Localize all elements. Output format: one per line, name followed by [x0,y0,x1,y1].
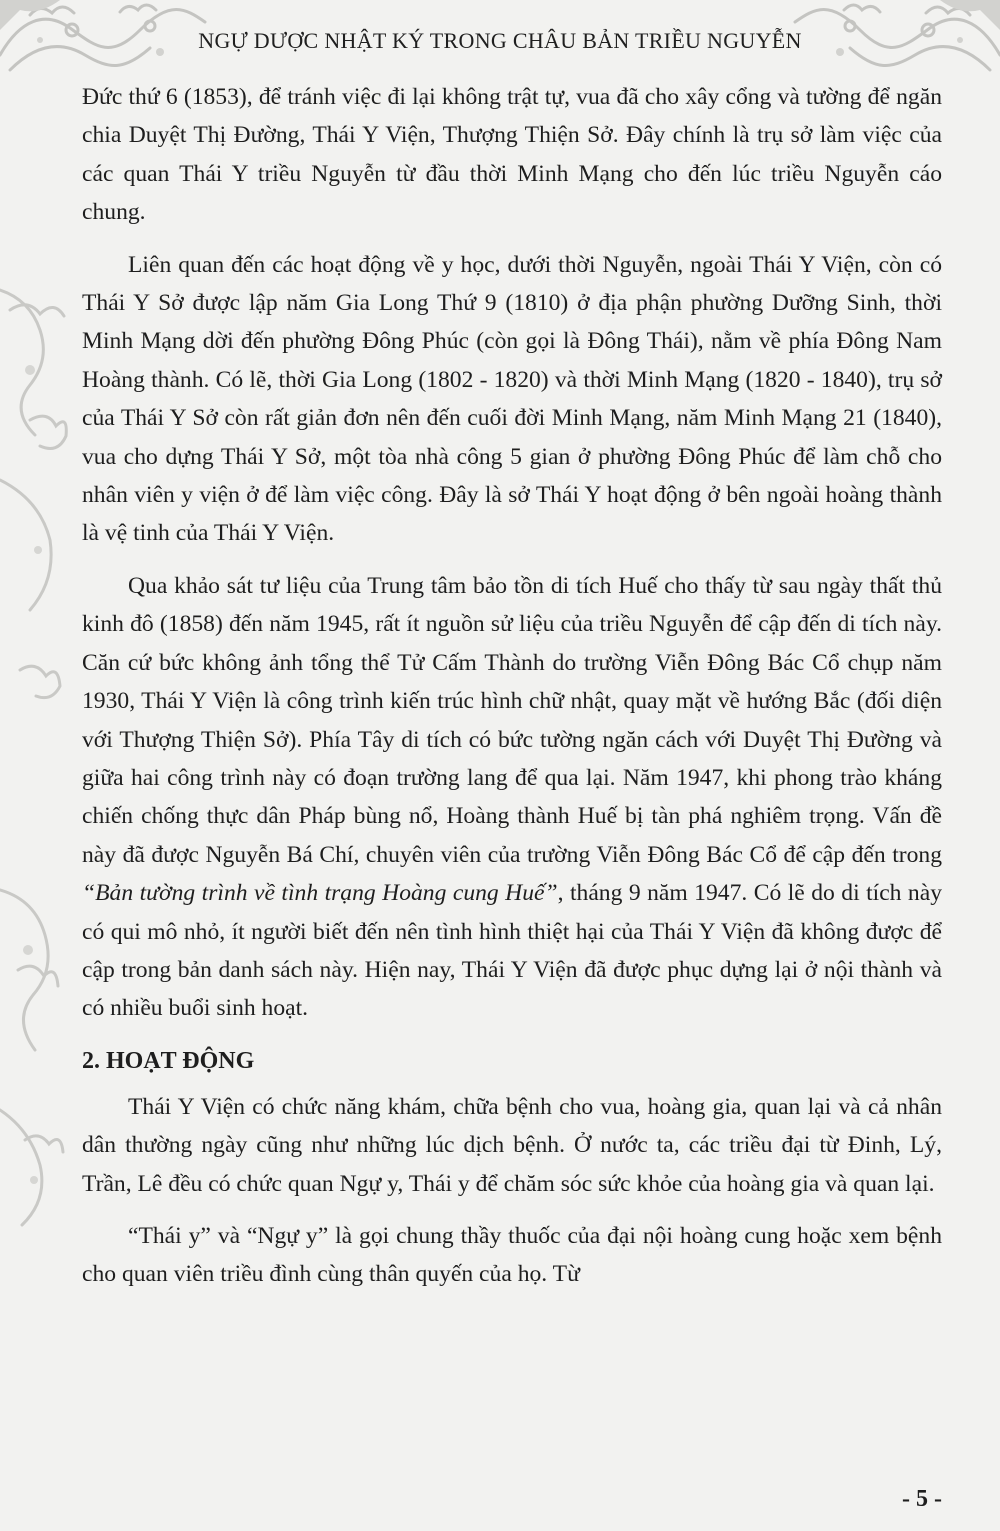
paragraph [82,567,942,1028]
paragraph-text: Qua khảo sát tư liệu của Trung tâm bảo tồn di tích Huế cho thấy từ sau ngày thất thủ kinh đô (1858) đến năm 1945, rất ít nguồn sử liệu của triều Nguyễn để cập đến di tích này. Căn cứ bức không ảnh tổng thể Tử Cấm Thành do trường Viễn Đông Bác Cổ chụp năm 1930, Thái Y Viện là công trình kiến trúc hình chữ nhật, quay mặt về hướng Bắc (đối diện với Thượng Thiện Sở). Phía Tây di tích có bức tường ngăn cách với Duyệt Thị Đường và giữa hai công trình này có đoạn trường lang để qua lại. Năm 1947, khi phong trào kháng chiến chống thực dân Pháp bùng nổ, Hoàng thành Huế bị tàn phá nghiêm trọng. Vấn đề này đã được Nguyễn Bá Chí, chuyên viên của trường Viễn Đông Bác Cổ để cập đến trong [82,572,942,868]
paragraph: “Thái y” và “Ngự y” là gọi chung thầy thuốc của đại nội hoàng cung hoặc xem bệnh cho quan viên triều đình cùng thân quyến của họ. Từ [82,1222,942,1288]
paragraph-text: , tháng 9 năm 1947. Có lẽ do di tích này có qui mô nhỏ, ít người biết đến nên tình hình thiệt hại của Thái Y Viện đã không được để cập trong bản danh sách này. Hiện nay, Thái Y Viện đã được phục dựng lại ở nội thành và có nhiều buổi sinh hoạt. [82,880,942,1022]
body-text [82,78,942,1308]
italic-report-title: “Bản tường trình về tình trạng Hoàng cung Huế” [82,880,558,907]
paragraph: Liên quan đến các hoạt động về y học, dưới thời Nguyễn, ngoài Thái Y Viện, còn có Thái Y Sở được lập năm Gia Long Thứ 9 (1810) ở địa phận phường Dưỡng Sinh, thời Minh Mạng dời đến phường Đông Phúc (còn gọi là Đông Thái), nằm về phía Đông Nam Hoàng thành. Có lẽ, thời Gia Long (1802 - 1820) và thời Minh Mạng (1820 - 1840), trụ sở của Thái Y Sở còn rất giản đơn nên đến cuối đời Minh Mạng, năm Minh Mạng 21 (1840), vua cho dựng Thái Y Sở, một tòa nhà công 5 gian ở phường Đông Phúc để làm chỗ cho nhân viên y viện ở để làm việc công. Đây là sở Thái Y hoạt động ở bên ngoài hoàng thành là vệ tinh của Thái Y Viện. [82,251,942,547]
paragraph: Thái Y Viện có chức năng khám, chữa bệnh cho vua, hoàng gia, quan lại và cả nhân dân thường ngày cũng như những lúc dịch bệnh. Ở nước ta, các triều đại từ Đinh, Lý, Trần, Lê đều có chức quan Ngự y, Thái y để chăm sóc sức khỏe của hoàng gia và quan lại. [82,1093,942,1197]
section-heading: 2. HOẠT ĐỘNG [82,1047,255,1074]
paragraph: Đức thứ 6 (1853), để tránh việc đi lại không trật tự, vua đã cho xây cổng và tường để ngăn chia Duyệt Thị Đường, Thái Y Viện, Thượng Thiện Sở. Đây chính là trụ sở làm việc của các quan Thái Y triều Nguyễn từ đầu thời Minh Mạng cho đến lúc triều Nguyễn cáo chung. [82,84,942,226]
cloud-ornament-left-margin-icon [0,250,70,1250]
running-header: NGỰ DƯỢC NHẬT KÝ TRONG CHÂU BẢN TRIỀU NGUYỄN [198,28,802,53]
page-number: - 5 - [902,1486,942,1512]
